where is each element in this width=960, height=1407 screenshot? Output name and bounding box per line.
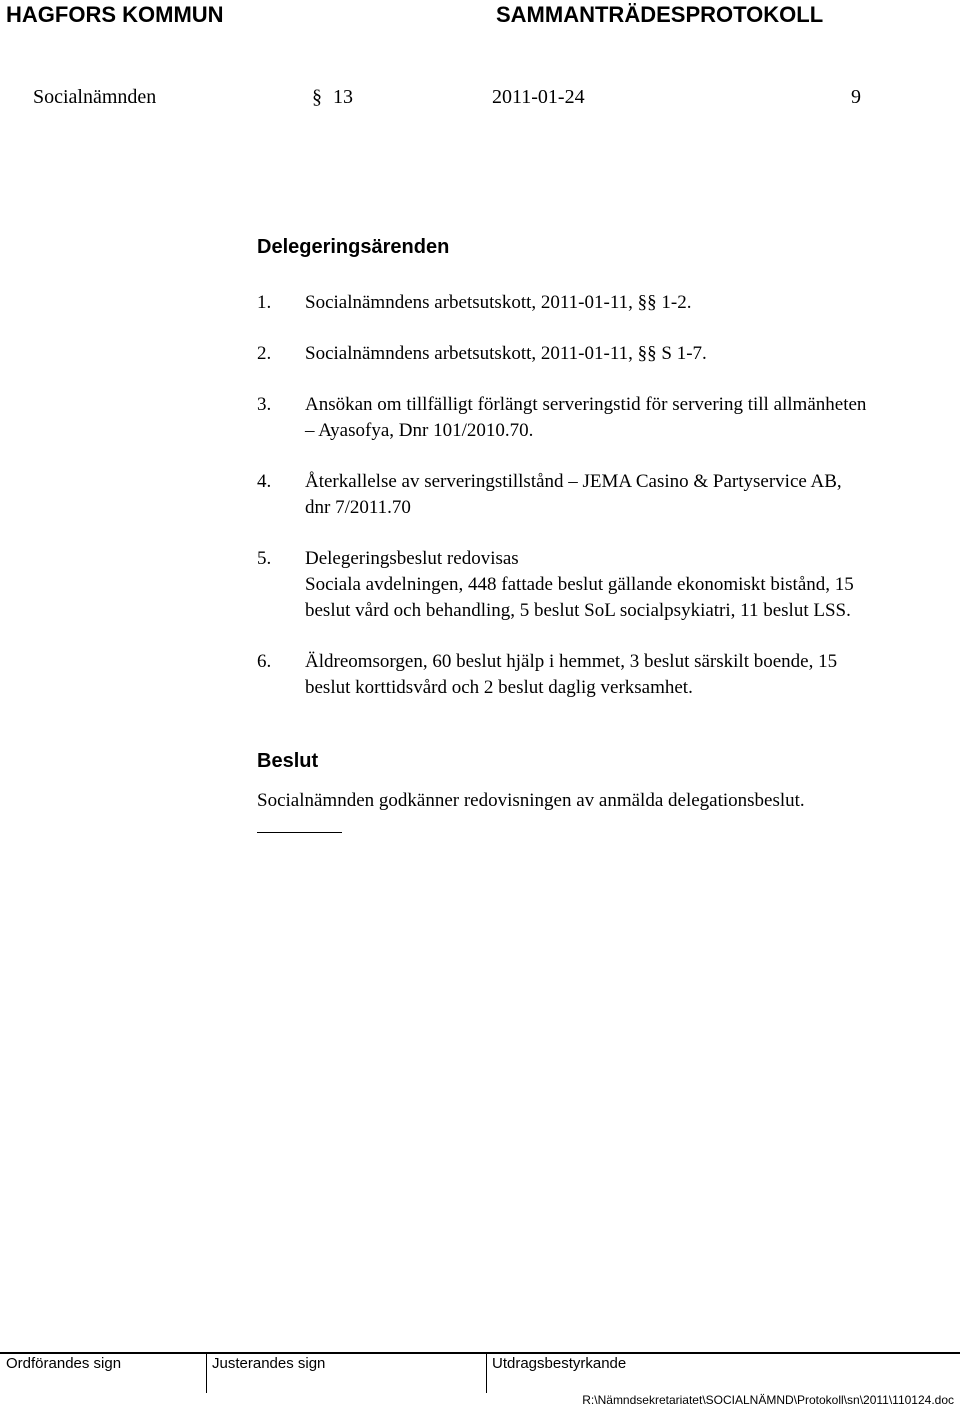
committee-name: Socialnämnden (33, 86, 157, 108)
item-1-number: 1. (257, 292, 272, 313)
item-5-line-1: Delegeringsbeslut redovisas (305, 548, 519, 569)
file-path: R:\Nämndsekretariatet\SOCIALNÄMND\Protokoll\sn\2011\110124.doc (582, 1393, 954, 1407)
org-name: HAGFORS KOMMUN (6, 2, 224, 27)
item-5-number: 5. (257, 548, 272, 569)
item-4-line-1: Återkallelse av serveringstillstånd – JEMA Casino & Partyservice AB, (305, 471, 842, 492)
footer-divider-1 (206, 1353, 207, 1393)
extract-label: Utdragsbestyrkande (492, 1355, 627, 1372)
item-5-line-3: beslut vård och behandling, 5 beslut SoL socialpsykiatri, 11 beslut LSS. (305, 600, 851, 621)
footer-top-rule (0, 1352, 960, 1354)
item-1-line-1: Socialnämndens arbetsutskott, 2011-01-11, §§ 1-2. (305, 292, 692, 313)
page-number: 9 (851, 86, 861, 108)
paragraph-symbol: § (312, 86, 322, 108)
item-6-number: 6. (257, 651, 272, 672)
item-2-number: 2. (257, 343, 272, 364)
chair-sign-label: Ordförandes sign (6, 1355, 122, 1372)
decision-title: Beslut (257, 750, 319, 772)
paragraph-number: 13 (333, 86, 353, 108)
item-4-line-2: dnr 7/2011.70 (305, 497, 411, 518)
end-rule (257, 832, 342, 833)
item-3-line-1: Ansökan om tillfälligt förlängt serveringstid för servering till allmänheten (305, 394, 867, 415)
item-5-line-2: Sociala avdelningen, 448 fattade beslut gällande ekonomiskt bistånd, 15 (305, 574, 854, 595)
adjuster-sign-label: Justerandes sign (212, 1355, 326, 1372)
item-3-number: 3. (257, 394, 272, 415)
decision-text: Socialnämnden godkänner redovisningen av anmälda delegationsbeslut. (257, 790, 805, 811)
meeting-date: 2011-01-24 (492, 86, 585, 108)
item-6-line-1: Äldreomsorgen, 60 beslut hjälp i hemmet, 3 beslut särskilt boende, 15 (305, 651, 838, 672)
item-4-number: 4. (257, 471, 272, 492)
item-2-line-1: Socialnämndens arbetsutskott, 2011-01-11, §§ S 1-7. (305, 343, 707, 364)
footer-divider-2 (486, 1353, 487, 1393)
item-6-line-2: beslut korttidsvård och 2 beslut daglig verksamhet. (305, 677, 693, 698)
item-3-line-2: – Ayasofya, Dnr 101/2010.70. (305, 420, 534, 441)
document-type: SAMMANTRÄDESPROTOKOLL (496, 2, 824, 27)
section-title: Delegeringsärenden (257, 236, 450, 258)
